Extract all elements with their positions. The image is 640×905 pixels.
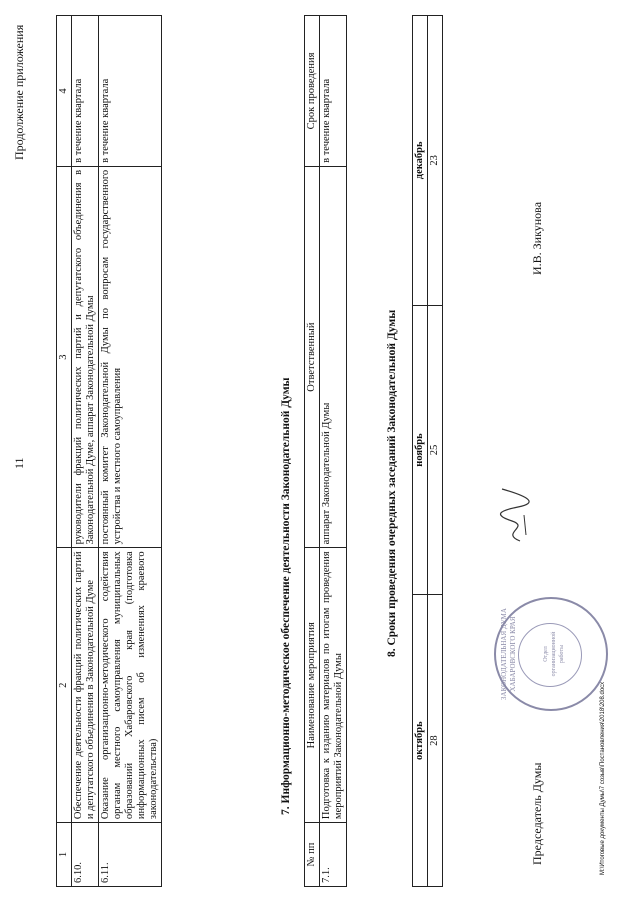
col-number: 1 bbox=[57, 823, 72, 887]
row-number: 7.1. bbox=[320, 823, 347, 887]
header-event: Наименование мероприятия bbox=[305, 548, 320, 823]
page-number: 11 bbox=[12, 457, 26, 469]
table-section-6 bbox=[56, 15, 162, 887]
event-cell: Подготовка к изданию материалов по итогам проведения мероприятий Законодательной Думы bbox=[320, 548, 347, 823]
responsible-cell: руководители фракций политических партий и депутатского объединения в Законодательной Думе, аппарат Законодательной Думы bbox=[72, 166, 99, 548]
table-row bbox=[320, 16, 347, 887]
month-cell: ноябрь bbox=[413, 305, 428, 595]
term-cell: в течение квартала bbox=[320, 16, 347, 167]
header-responsible: Ответственный bbox=[305, 166, 320, 548]
column-number-row bbox=[57, 16, 72, 887]
handwritten-signature bbox=[490, 485, 540, 545]
col-number: 2 bbox=[57, 548, 72, 823]
row-number: 6.10. bbox=[72, 823, 99, 887]
table-section-7 bbox=[304, 15, 347, 887]
section-8-title: 8. Сроки проведения очередных заседаний Законодательной Думы bbox=[386, 309, 398, 657]
days-row bbox=[428, 16, 443, 887]
col-number: 4 bbox=[57, 16, 72, 167]
day-cell: 25 bbox=[428, 305, 443, 595]
months-row bbox=[413, 16, 428, 887]
term-cell: в течение квартала bbox=[99, 16, 162, 167]
table-row bbox=[72, 16, 99, 887]
header-num: № пп bbox=[305, 823, 320, 887]
table-row bbox=[99, 16, 162, 887]
signatory-position: Председатель Думы bbox=[530, 762, 544, 865]
row-number: 6.11. bbox=[99, 823, 162, 887]
header-term: Срок проведения bbox=[305, 16, 320, 167]
header-row bbox=[305, 16, 320, 887]
day-cell: 28 bbox=[428, 595, 443, 887]
month-cell: декабрь bbox=[413, 16, 428, 306]
stamp-ring-text: ЗАКОНОДАТЕЛЬНАЯ ДУМА ХАБАРОВСКОГО КРАЯ bbox=[500, 608, 517, 700]
event-cell: Оказание организационно-методического содействия органам местного самоуправления муниципальных образований Хабаровского края (подготовка информационных писем об изменениях краевого законодательства) bbox=[99, 548, 162, 823]
day-cell: 23 bbox=[428, 16, 443, 306]
col-number: 3 bbox=[57, 166, 72, 548]
official-stamp bbox=[494, 597, 608, 711]
month-cell: октябрь bbox=[413, 595, 428, 887]
stamp-inner-text: Отдел организационной работы bbox=[543, 631, 565, 677]
table-section-8 bbox=[412, 15, 443, 887]
responsible-cell: постоянный комитет Законодательной Думы по вопросам государственного устройства и местного самоуправления bbox=[99, 166, 162, 548]
term-cell: в течение квартала bbox=[72, 16, 99, 167]
event-cell: Обеспечение деятельности фракций политических партий и депутатского объединения в Законодательной Думе bbox=[72, 548, 99, 823]
footer-file-path: M:\Итоговые документы Думы\7 созыв\Постановления\2018\208.docx bbox=[600, 681, 606, 875]
continuation-note: Продолжение приложения bbox=[12, 24, 26, 160]
section-7-title: 7. Информационно-методическое обеспечение деятельности Законодательной Думы bbox=[280, 377, 292, 815]
responsible-cell: аппарат Законодательной Думы bbox=[320, 166, 347, 548]
signatory-name: И.В. Зикунова bbox=[530, 201, 544, 275]
